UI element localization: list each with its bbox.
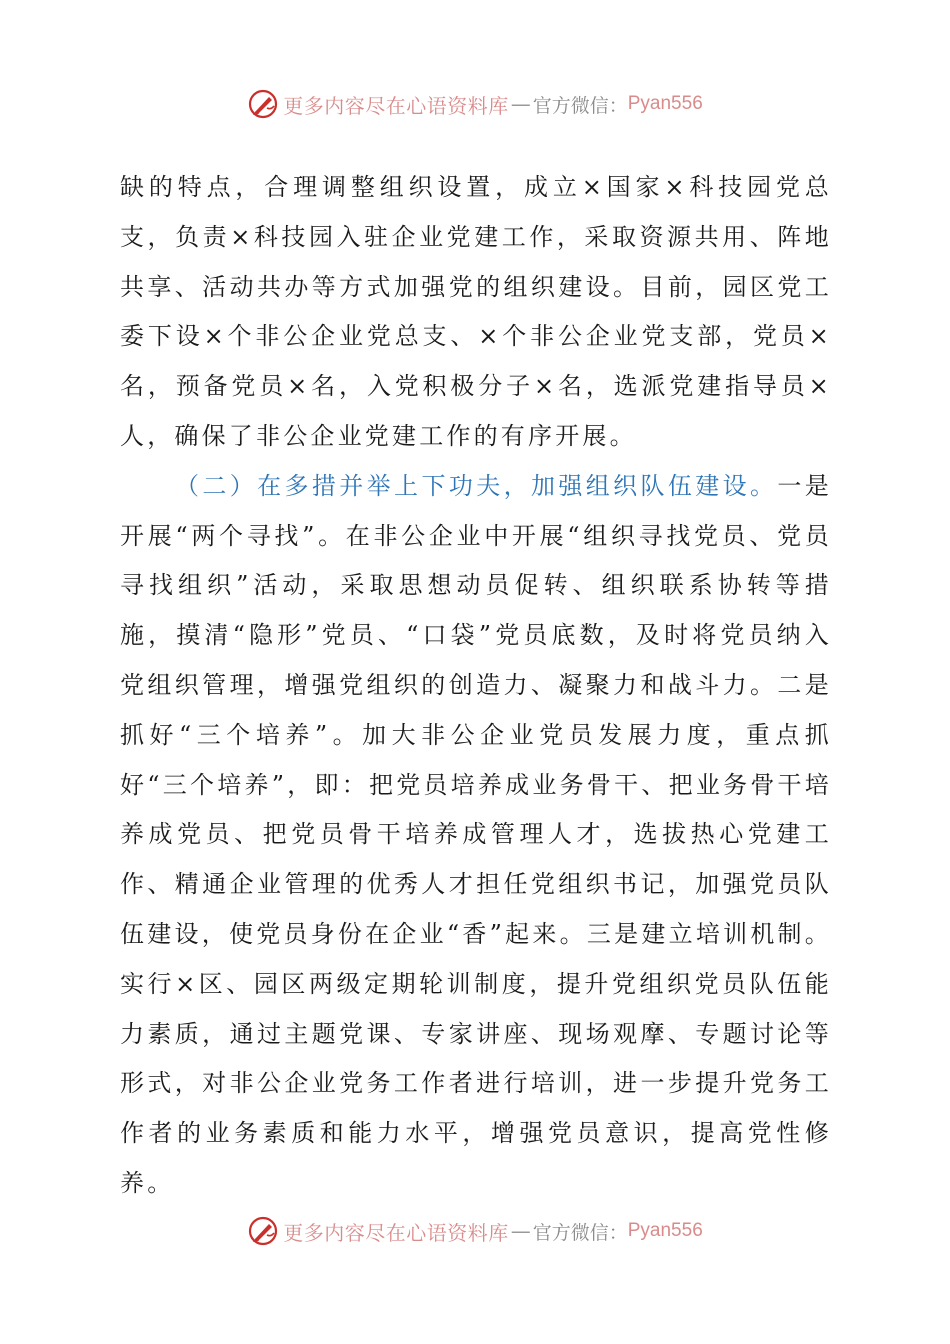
- paragraph-2-body: 一是开展“两个寻找”。在非公企业中开展“组织寻找党员、党员寻找组织”活动，采取思想动员促转、组织联系协转等措施，摸清“隐形”党员、“口袋”党员底数，及时将党员纳入党组织管理，增强党组织的创造力、凝聚力和战斗力。二是抓好“三个培养”。加大非公企业党员发展力度，重点抓好“三个培养”，即：把党员培养成业务骨干、把业务骨干培养成党员、把党员骨干培养成管理人才，选拔热心党建工作、精通企业管理的优秀人才担任党组织书记，加强党员队伍建设，使党员身份在企业“香”起来。三是建立培训机制。实行×区、园区两级定期轮训制度，提升党组织党员队伍能力素质，通过主题党课、专家讲座、现场观摩、专题讨论等形式，对非公企业党务工作者进行培训，进一步提升党务工作者的业务素质和能力水平，增强党员意识，提高党性修养。: [120, 471, 832, 1197]
- section-heading-2: （二）在多措并举上下功夫，加强组织队伍建设。: [175, 471, 778, 500]
- pen-logo-icon: [247, 88, 279, 120]
- ad-wechat-id: Pyan556: [627, 1220, 703, 1241]
- ad-separator: —: [510, 92, 531, 116]
- pen-logo-icon: [247, 1215, 279, 1247]
- paragraph-2: [120, 462, 832, 1209]
- header-watermark-banner: [0, 84, 950, 124]
- ad-wechat-label: 官方微信：: [532, 94, 628, 117]
- ad-main-text: 更多内容尽在心语资料库: [283, 1220, 509, 1245]
- footer-watermark-banner: [0, 1211, 950, 1251]
- ad-separator: —: [510, 1219, 531, 1243]
- document-body: [120, 163, 832, 1209]
- paragraph-1: 缺的特点，合理调整组织设置，成立×国家×科技园党总支，负责×科技园入驻企业党建工作，采取资源共用、阵地共享、活动共办等方式加强党的组织建设。目前，园区党工委下设×个非公企业党总支、×个非公企业党支部，党员×名，预备党员×名，入党积极分子×名，选派党建指导员×人，确保了非公企业党建工作的有序开展。: [120, 173, 832, 450]
- ad-main-text: 更多内容尽在心语资料库: [283, 93, 509, 118]
- ad-wechat-id: Pyan556: [627, 93, 703, 114]
- ad-wechat-label: 官方微信：: [532, 1221, 628, 1244]
